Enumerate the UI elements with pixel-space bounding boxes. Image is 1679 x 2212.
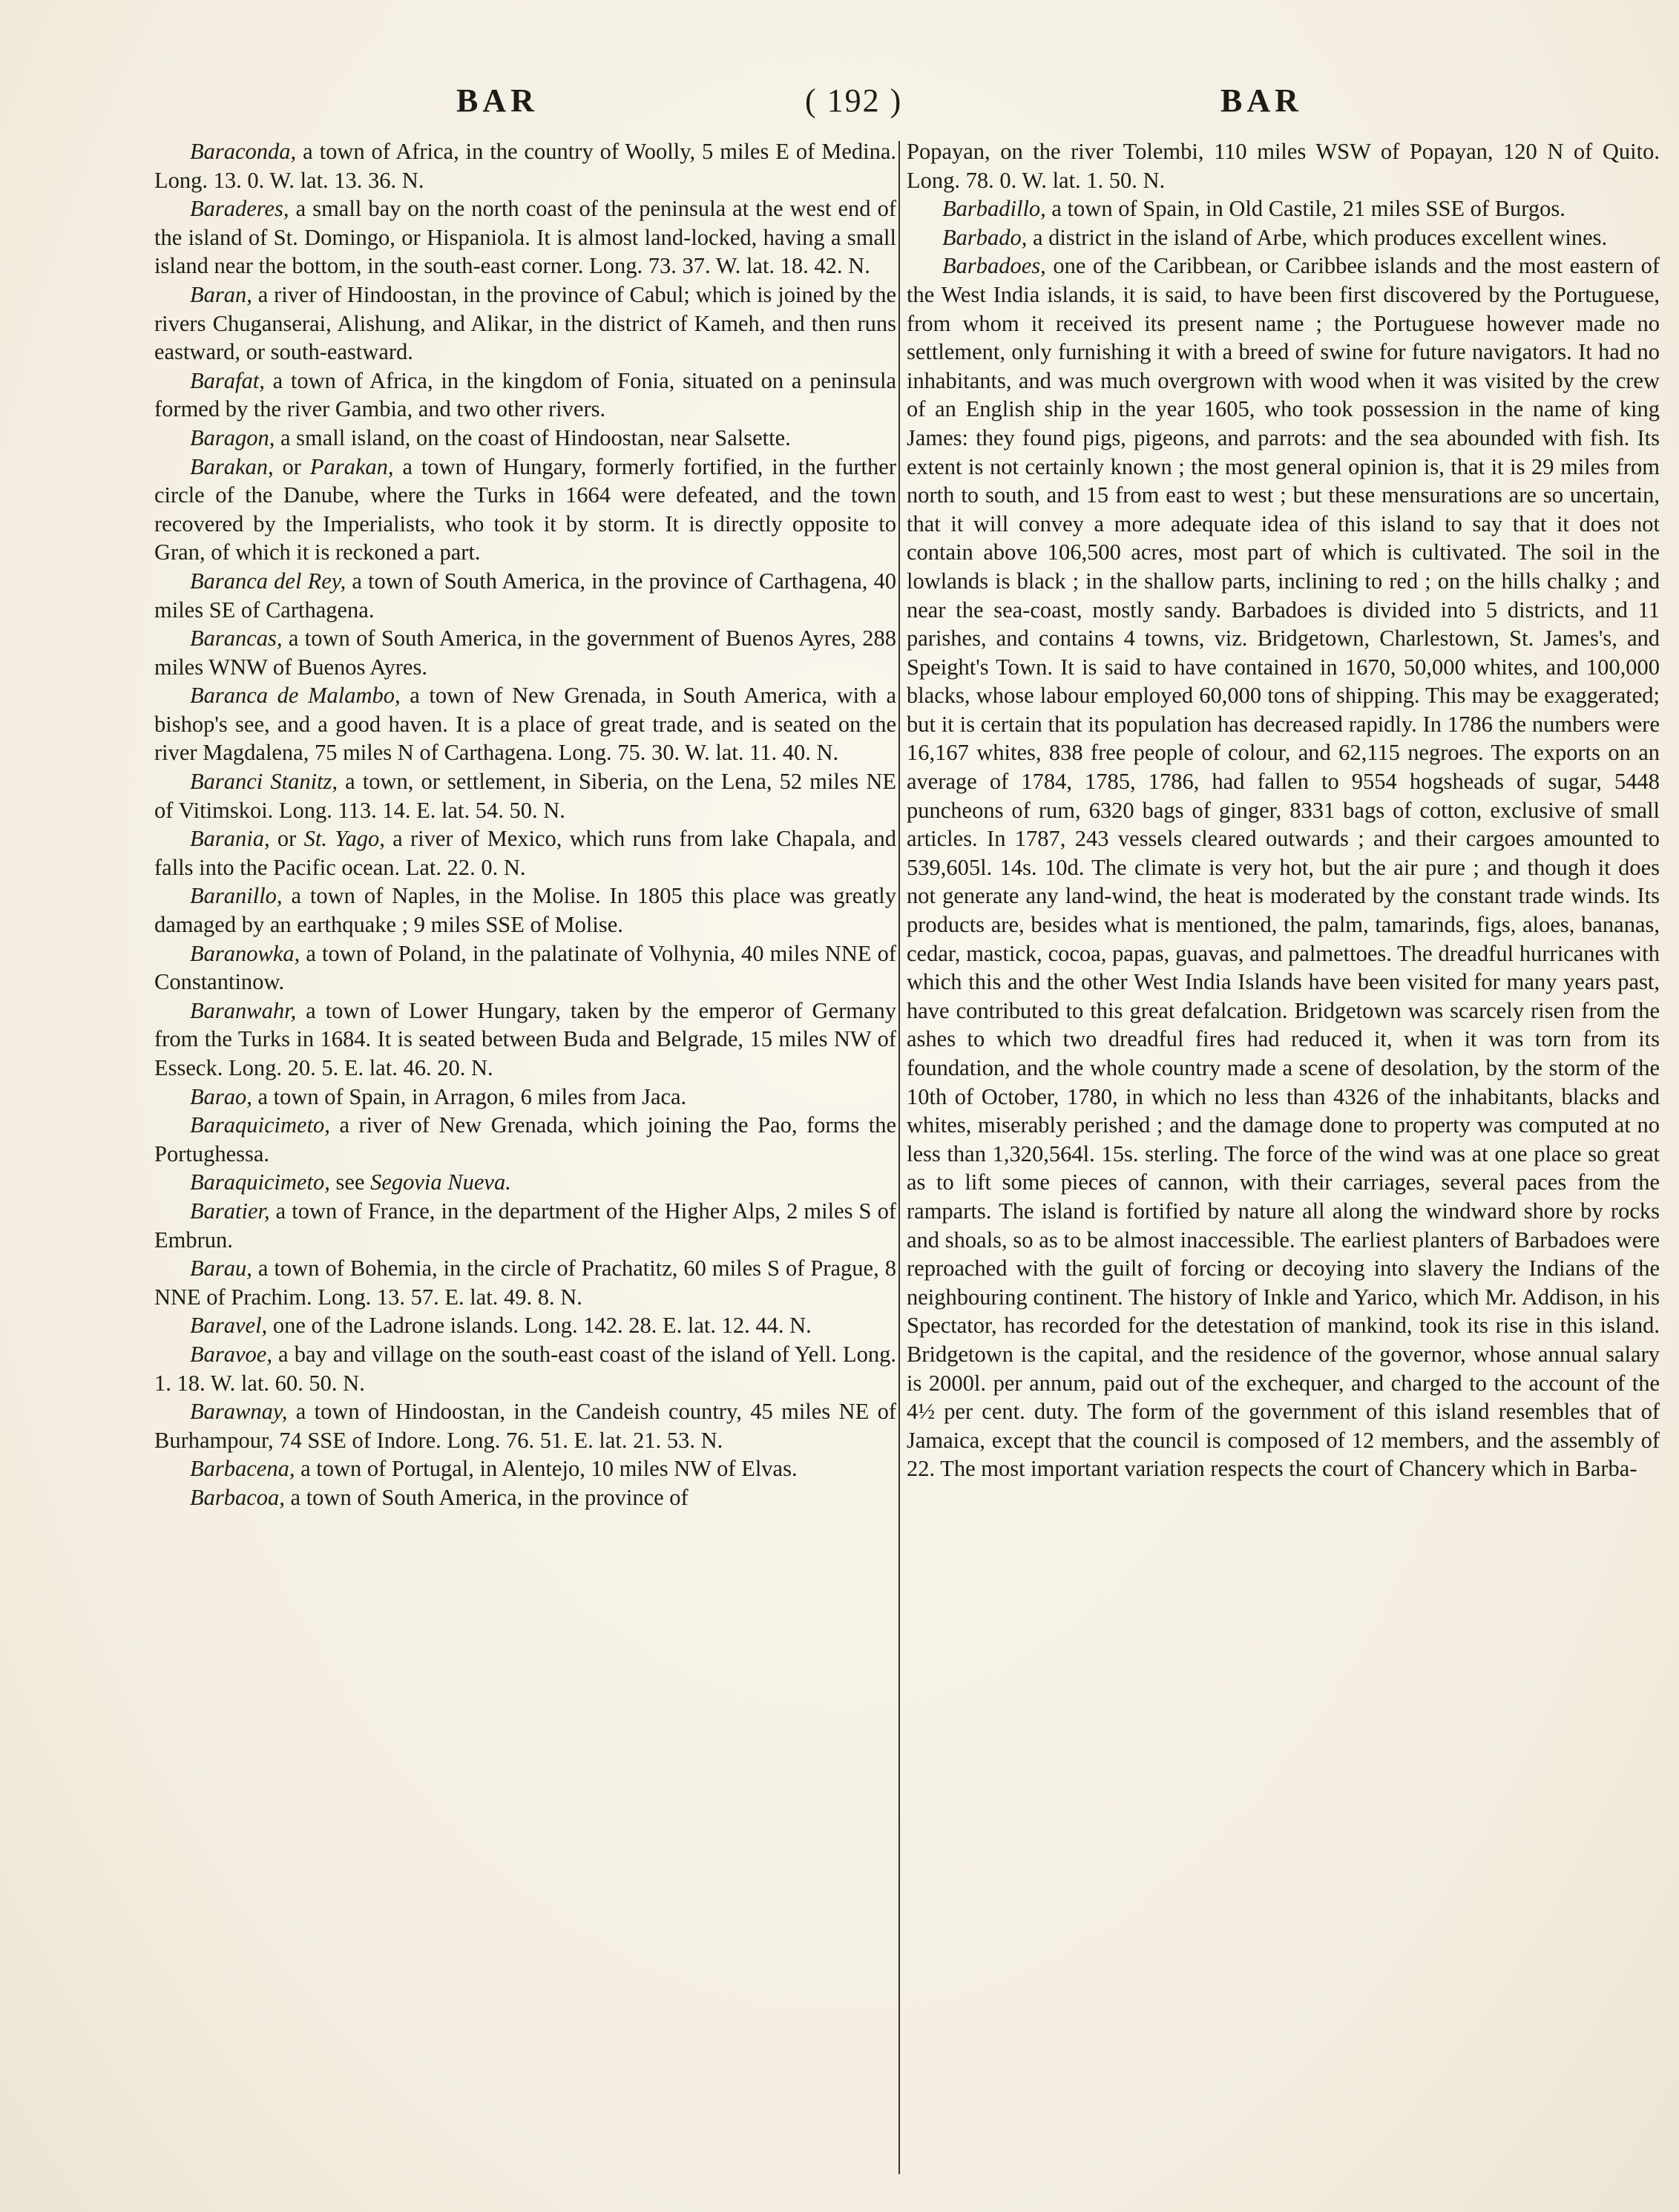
entry-text: one of the Caribbean, or Caribbee islands and the most eastern of the West India islands, it is said, to have been first discovered by the Portuguese, from whom it received its present name ; the Portuguese however made no settlement, only furnishing it with a breed of swine for future navigators. It had no inhabitants, and was much overgrown with wood when it was visited by the crew of an English ship in the year 1605, who took possession in the name of king James: they found pigs, pigeons, and parrots: and the sea abounded with fish. Its extent is not certainly known ; the most general opinion is, that it is 29 miles from north to south, and 15 from east to west ; but these mensurations are so uncertain, that it will convey a more adequate idea of this island to say that it does not contain above 106,500 acres, most part of which is cultivated. The soil in the lowlands is black ; in the shallow parts, inclining to red ; on the hills chalky ; and near the sea-coast, mostly sandy. Barbadoes is divided into 5 districts, and 11 parishes, and contains 4 towns, viz. Bridgetown, Charlestown, St. James's, and Speight's Town. It is said to have contained in 1670, 50,000 whites, and 100,000 blacks, whose labour employed 60,000 tons of shipping. This may be exaggerated; but it is certain that its population has decreased rapidly. In 1786 the numbers were 16,167 whites, 838 free people of colour, and 62,115 negroes. The exports on an average of 1784, 1785, 1786, had fallen to 9554 hogsheads of sugar, 5448 puncheons of rum, 6320 bags of ginger, 8331 bags of cotton, exclusive of small articles. In 1787, 243 vessels cleared outwards ; and their cargoes amounted to 539,605l. 14s. 10d. The climate is very hot, but the air pure ; and though it does not generate any land-wind, the heat is moderated by the constant trade winds. Its products are, besides what is mentioned, the palm, tamarinds, figs, aloes, bananas, cedar, mastick, cocoa, papas, guavas, and palmettoes. The dreadful hurricanes with which this and the other West India Islands have been visited for many years past, have contributed to this great defalcation. Bridgetown was scarcely risen from the ashes to which two dreadful fires had reduced it, when it was torn from its foundation, and the whole country made a scene of desolation, by the storm of the 10th of October, 1780, in which no less than 4326 of the inhabitants, blacks and whites, miserably perished ; and the damage done to property was computed at no less than 1,320,564l. 15s. sterling. The force of the wind was at one place so great as to lift some pieces of cannon, with their carriages, several paces from the ramparts. The island is fortified by nature all along the windward shore by rocks and shoals, so as to be almost inaccessible. The earliest planters of Barbadoes were reproached with the guilt of forcing or decoying into slavery the Indians of the neighbouring continent. The history of Inkle and Yarico, which Mr. Addison, in his Spectator, has recorded for the detestation of mankind, took its rise in this island. Bridgetown is the capital, and the residence of the governor, whose annual salary is 2000l. per annum, paid out of the exchequer, and charged to the account of the 4½ per cent. duty. The form of the government of this island resembles that of Jamaica, except that the council is composed of 12 members, and the assembly of 22. The most important variation respects the court of Chancery which in Barba- <box>907 253 1660 1482</box>
entry-text: a river of New Grenada, which joining the Pao, forms the Portughessa. <box>154 1112 896 1166</box>
gazetteer-entry <box>154 824 896 882</box>
entry-text: a town of Spain, in Old Castile, 21 miles SSE of Burgos. <box>1045 196 1565 222</box>
entry-headword: Baravoe, <box>190 1341 272 1367</box>
entry-text: a town of Naples, in the Molise. In 1805 this place was greatly damaged by an earthquake ; 9 miles SSE of Molise. <box>154 883 896 938</box>
entry-headword: Barbacena, <box>190 1456 295 1482</box>
entry-text: a bay and village on the south-east coast of the island of Yell. Long. 1. 18. W. lat. 60. 50. N. <box>154 1341 896 1396</box>
entry-headword: Baraderes, <box>190 196 289 222</box>
gazetteer-entry <box>907 223 1660 252</box>
entry-headword: Barbadoes, <box>942 253 1046 279</box>
gazetteer-entry <box>907 252 1660 1483</box>
gazetteer-entry <box>154 1483 896 1512</box>
entry-headword: Barbado, <box>942 224 1028 250</box>
entry-text: a town of South America, in the province of Carthagena, 40 miles SE of Carthagena. <box>154 568 896 623</box>
entry-headword: Baranca del Rey, <box>190 568 346 594</box>
entry-headword: Baran, <box>190 281 252 307</box>
gazetteer-entry <box>154 194 896 280</box>
running-header <box>0 82 1679 126</box>
entry-text: a town of Africa, in the country of Woolly, 5 miles E of Medina. Long. 13. 0. W. lat. 13. 36. N. <box>154 139 896 193</box>
entry-headword: Baravel, <box>190 1313 268 1339</box>
entry-text: a town of Poland, in the palatinate of Volhynia, 40 miles NNE of Constantinow. <box>154 940 896 995</box>
gazetteer-entry <box>154 1083 896 1112</box>
gazetteer-entry <box>154 367 896 424</box>
gazetteer-entry <box>154 1397 896 1454</box>
column-divider <box>898 141 900 2174</box>
entry-text: a town of Lower Hungary, taken by the emperor of Germany from the Turks in 1684. It is seated between Buda and Belgrade, 15 miles NW of Esseck. Long. 20. 5. E. lat. 46. 20. N. <box>154 997 896 1080</box>
entry-headword: Baratier, <box>190 1198 270 1224</box>
entry-headword: Segovia Nueva. <box>370 1169 511 1195</box>
gazetteer-entry <box>154 1168 896 1197</box>
entry-text: a town of France, in the department of the Higher Alps, 2 miles S of Embrun. <box>154 1198 896 1253</box>
header-left-word: BAR <box>456 82 539 119</box>
entry-text: a town of Hindoostan, in the Candeish country, 45 miles NE of Burhampour, 74 SSE of Indore. Long. 76. 51. E. lat. 21. 53. N. <box>154 1399 896 1453</box>
entry-text: a town of Bohemia, in the circle of Prachatitz, 60 miles S of Prague, 8 NNE of Prachim. Long. 13. 57. E. lat. 49. 8. N. <box>154 1256 896 1310</box>
entry-headword: St. Yago, <box>303 826 385 852</box>
entry-text: one of the Ladrone islands. Long. 142. 28. E. lat. 12. 44. N. <box>267 1313 812 1339</box>
entry-headword: Baranci Stanitz, <box>190 769 338 795</box>
gazetteer-entry <box>154 1340 896 1397</box>
entry-headword: Parakan, <box>309 453 394 479</box>
gazetteer-entry <box>154 882 896 939</box>
entry-text: a town of South America, in the government of Buenos Ayres, 288 miles WNW of Buenos Ayres. <box>154 626 896 680</box>
entry-text: a district in the island of Arbe, which produces excellent wines. <box>1027 224 1608 250</box>
entry-text: a town of Africa, in the kingdom of Fonia, situated on a peninsula formed by the river Gambia, and two other rivers. <box>154 367 896 422</box>
entry-headword: Barafat, <box>190 367 265 393</box>
entry-text: see <box>329 1169 371 1195</box>
entry-text: a town of South America, in the province of <box>284 1484 689 1510</box>
gazetteer-entry <box>154 1311 896 1340</box>
entry-headword: Baraconda, <box>190 139 297 164</box>
page-number: ( 192 ) <box>805 82 903 119</box>
entry-text: a small island, on the coast of Hindoostan, near Salsette. <box>275 424 791 450</box>
gazetteer-entry <box>154 453 896 567</box>
gazetteer-entry <box>154 137 896 194</box>
gazetteer-entry <box>154 1454 896 1483</box>
gazetteer-entry <box>907 137 1660 194</box>
left-column <box>154 137 896 1512</box>
entry-headword: Barau, <box>190 1256 252 1281</box>
gazetteer-entry <box>154 280 896 367</box>
gazetteer-entry <box>154 567 896 624</box>
right-column <box>907 137 1660 1483</box>
gazetteer-entry <box>154 1254 896 1311</box>
entry-headword: Baranillo, <box>190 883 283 909</box>
entry-headword: Baraquicimeto, <box>190 1169 330 1195</box>
gazetteer-entry <box>154 767 896 824</box>
entry-headword: Barbadillo, <box>942 196 1046 222</box>
gazetteer-entry <box>154 939 896 997</box>
entry-text: a town of Hungary, formerly fortified, in the further circle of the Danube, where the Turks in 1664 were defeated, and the town recovered by the Imperialists, who took it by storm. It is directly opposite to Gran, of which it is reckoned a part. <box>154 453 896 565</box>
entry-text: a town of Spain, in Arragon, 6 miles from Jaca. <box>252 1083 687 1109</box>
entry-text: a river of Mexico, which runs from lake Chapala, and falls into the Pacific ocean. Lat. 22. 0. N. <box>154 826 896 880</box>
gazetteer-entry <box>154 624 896 681</box>
entry-text: Popayan, on the river Tolembi, 110 miles WSW of Popayan, 120 N of Quito. Long. 78. 0. W. lat. 1. 50. N. <box>907 139 1660 193</box>
entry-headword: Barancas, <box>190 626 283 652</box>
header-right-word: BAR <box>1220 82 1303 119</box>
entry-headword: Barao, <box>190 1083 252 1109</box>
gazetteer-entry <box>154 1111 896 1168</box>
gazetteer-entry <box>154 424 896 453</box>
entry-headword: Baranca de Malambo, <box>190 683 401 709</box>
entry-headword: Baranowka, <box>190 940 300 966</box>
entry-text: a small bay on the north coast of the peninsula at the west end of the island of St. Domingo, or Hispaniola. It is almost land-locked, having a small island near the bottom, in the south-east corner. Long. 73. 37. W. lat. 18. 42. N. <box>154 196 896 279</box>
entry-text: or <box>269 826 304 852</box>
gazetteer-entry <box>154 1197 896 1254</box>
entry-headword: Barawnay, <box>190 1399 288 1425</box>
gazetteer-entry <box>154 997 896 1083</box>
entry-text: a river of Hindoostan, in the province of Cabul; which is joined by the rivers Chuganserai, Alishung, and Alikar, in the district of Kameh, and then runs eastward, or south-eastward. <box>154 281 896 365</box>
entry-text: a town of New Grenada, in South America, with a bishop's see, and a good haven. It is a place of great trade, and is seated on the river Magdalena, 75 miles N of Carthagena. Long. 75. 30. W. lat. 11. 40. N. <box>154 683 897 766</box>
entry-text: a town of Portugal, in Alentejo, 10 miles NW of Elvas. <box>295 1456 798 1482</box>
entry-text: a town, or settlement, in Siberia, on the Lena, 52 miles NE of Vitimskoi. Long. 113. 14. E. lat. 54. 50. N. <box>154 769 896 823</box>
entry-headword: Barakan, <box>190 453 274 479</box>
entry-text: or <box>273 453 310 479</box>
gazetteer-entry <box>907 194 1660 223</box>
gazetteer-entry <box>154 681 896 767</box>
entry-headword: Baranwahr, <box>190 997 297 1023</box>
entry-headword: Baraquicimeto, <box>190 1112 330 1138</box>
entry-headword: Barbacoa, <box>190 1484 285 1510</box>
entry-headword: Barania, <box>190 826 270 852</box>
entry-headword: Baragon, <box>190 424 275 450</box>
